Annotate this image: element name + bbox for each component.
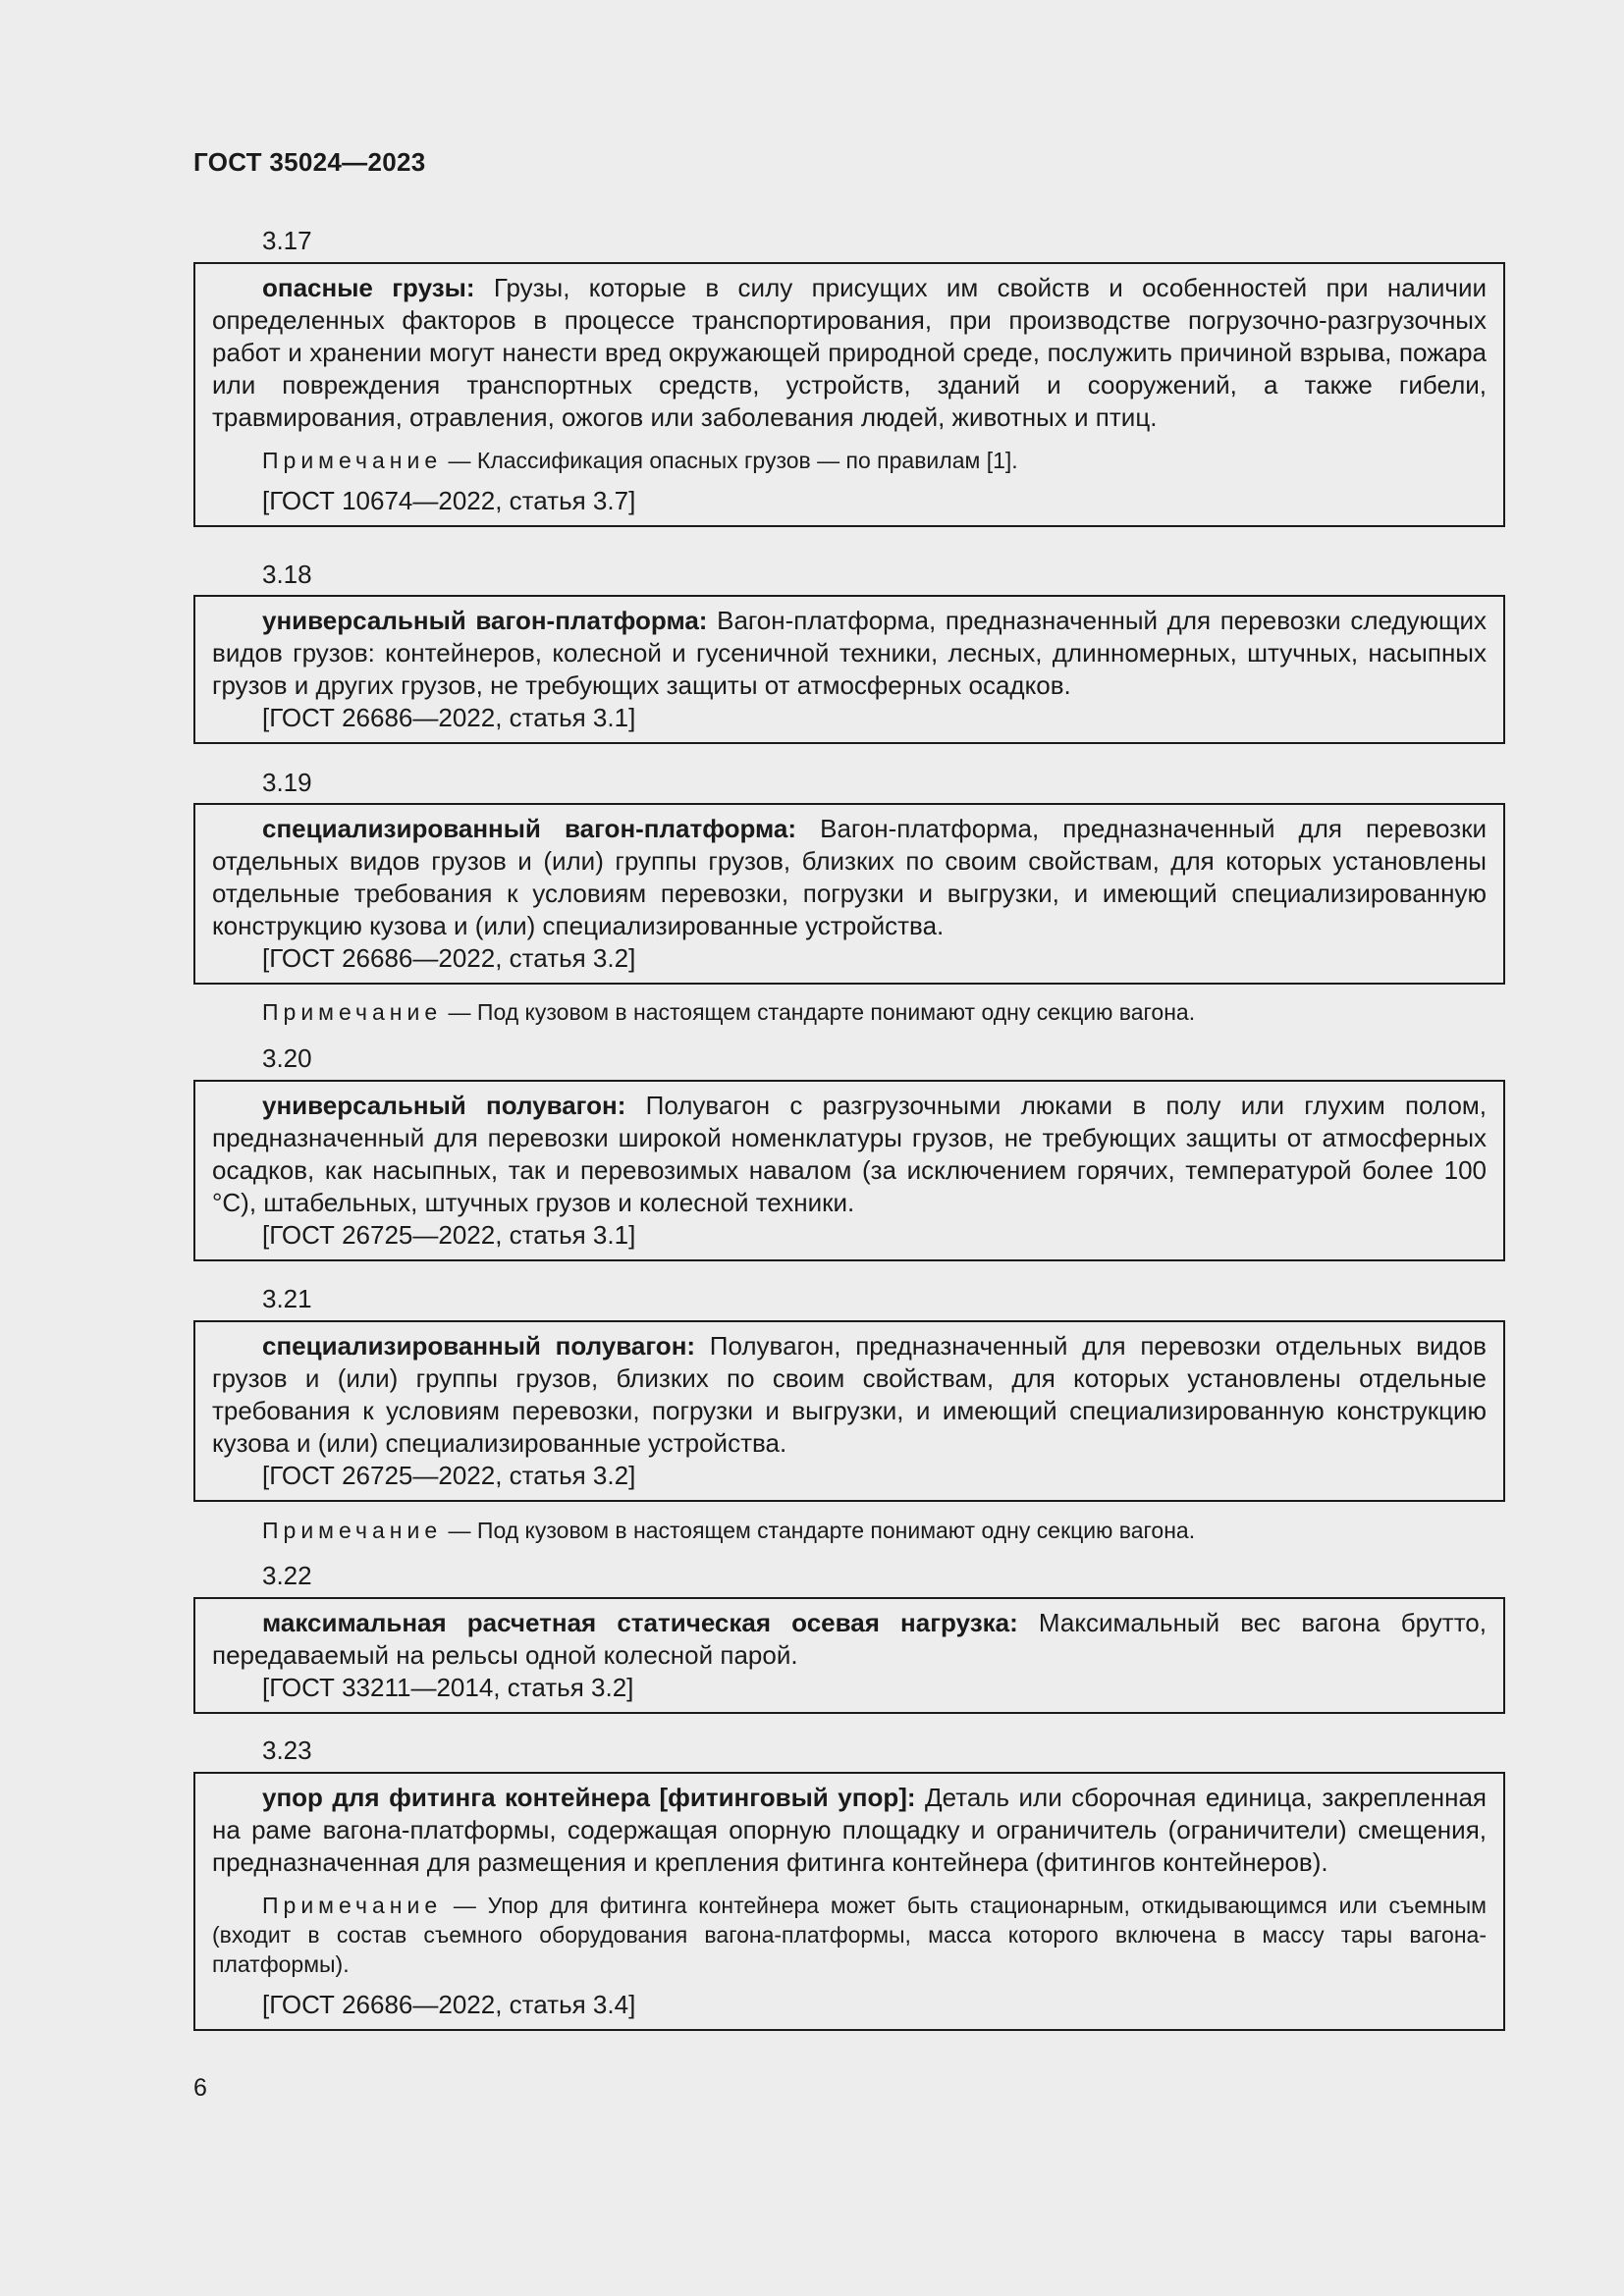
- definition-text: Полувагон с разгрузочными люками в полу или глухим полом, предназначенный для перевозки широкой номенклатуры грузов, не требующих защиты от атмосферных осадков, как насыпных, так и перевозимых навалом (за исключением горячих, температурой более 100 °С), штабельных, штучных грузов и колесной техники.: [212, 1091, 1487, 1217]
- term: специализированный вагон-платформа:: [262, 814, 797, 843]
- note-text: — Упор для фитинга контейнера может быть стационарным, откидывающимся или съемным (входит в состав съемного оборудования вагона-платформы, масса которого включена в массу тары вагона-платформы).: [212, 1893, 1487, 1977]
- definition-box: [193, 595, 1505, 744]
- source-reference: [ГОСТ 26686—2022, статья 3.1]: [262, 703, 636, 732]
- definition-box: [193, 262, 1505, 527]
- source-reference: [ГОСТ 10674—2022, статья 3.7]: [262, 486, 636, 515]
- page-number: 6: [193, 2074, 207, 2102]
- definition-paragraph: [212, 1782, 1487, 1879]
- entry-number: 3.20: [262, 1043, 312, 1073]
- definition-paragraph: [212, 1607, 1487, 1672]
- entry-number: 3.22: [262, 1561, 312, 1590]
- definition-paragraph: [212, 272, 1487, 434]
- note-label: Примечание: [262, 999, 443, 1025]
- definition-text: Деталь или сборочная единица, закрепленная на раме вагона-платформы, содержащая опорную площадку и ограничитель (ограничители) смещения, предназначенная для размещения и крепления фитинга контейнера (фитингов контейнеров).: [212, 1783, 1487, 1877]
- definition-text: Вагон-платформа, предназначенный для перевозки следующих видов грузов: контейнеров, колесной и гусеничной техники, лесных, длинномерных, штучных, насыпных грузов и других грузов, не требующих защиты от атмосферных осадков.: [212, 606, 1487, 700]
- note: [262, 997, 1195, 1027]
- note-label: Примечание: [262, 1893, 443, 1918]
- entry-number: 3.21: [262, 1284, 312, 1313]
- note-label: Примечание: [262, 448, 443, 473]
- definition-text: Максимальный вес вагона брутто, передаваемый на рельсы одной колесной парой.: [212, 1608, 1487, 1670]
- source-reference: [ГОСТ 26686—2022, статья 3.4]: [262, 1990, 636, 2019]
- source-reference: [ГОСТ 26725—2022, статья 3.2]: [262, 1461, 636, 1490]
- note-label: Примечание: [262, 1518, 443, 1543]
- definition-box: [193, 803, 1505, 985]
- entry-number: 3.17: [262, 226, 312, 255]
- term: упор для фитинга контейнера [фитинговый упор]:: [262, 1783, 916, 1812]
- entry-number: 3.18: [262, 560, 312, 589]
- term: опасные грузы:: [262, 273, 475, 302]
- definition-box: [193, 1080, 1505, 1261]
- definition-box: [193, 1772, 1505, 2031]
- definition-text: Полувагон, предназначенный для перевозки отдельных видов грузов и (или) группы грузов, близких по своим свойствам, для которых установлены отдельные требования к условиям перевозки, погрузки и выгрузки, и имеющий специализированную конструкцию кузова и (или) специализированные устройства.: [212, 1331, 1487, 1458]
- entry-number: 3.23: [262, 1735, 312, 1765]
- term: специализированный полувагон:: [262, 1331, 696, 1361]
- definition-paragraph: [212, 605, 1487, 702]
- note: [212, 446, 1487, 475]
- source-reference: [ГОСТ 26686—2022, статья 3.2]: [262, 943, 636, 973]
- note-text: — Под кузовом в настоящем стандарте понимают одну секцию вагона.: [442, 999, 1196, 1025]
- definition-text: Грузы, которые в силу присущих им свойств и особенностей при наличии определенных факторов в процессе транспортирования, при производстве погрузочно-разгрузочных работ и хранении могут нанести вред окружающей природной среде, послужить причиной взрыва, пожара или повреждения транспортных средств, устройств, зданий и сооружений, а также гибели, травмирования, отравления, ожогов или заболевания людей, животных и птиц.: [212, 273, 1487, 432]
- definition-paragraph: [212, 813, 1487, 942]
- definition-text: Вагон-платформа, предназначенный для перевозки отдельных видов грузов и (или) группы грузов, близких по своим свойствам, для которых установлены отдельные требования к условиям перевозки, погрузки и выгрузки, и имеющий специализированную конструкцию кузова и (или) специализированные устройства.: [212, 814, 1487, 940]
- definition-box: [193, 1320, 1505, 1502]
- note: [212, 1891, 1487, 1979]
- source-reference: [ГОСТ 26725—2022, статья 3.1]: [262, 1220, 636, 1250]
- source-reference: [ГОСТ 33211—2014, статья 3.2]: [262, 1673, 634, 1702]
- term: максимальная расчетная статическая осевая нагрузка:: [262, 1608, 1018, 1637]
- note-text: — Классификация опасных грузов — по правилам [1].: [442, 448, 1018, 473]
- term: универсальный вагон-платформа:: [262, 606, 708, 635]
- definition-box: [193, 1597, 1505, 1714]
- definition-paragraph: [212, 1330, 1487, 1460]
- document-header: ГОСТ 35024—2023: [193, 147, 426, 177]
- note: [262, 1516, 1195, 1545]
- term: универсальный полувагон:: [262, 1091, 626, 1120]
- note-text: — Под кузовом в настоящем стандарте понимают одну секцию вагона.: [442, 1518, 1196, 1543]
- entry-number: 3.19: [262, 768, 312, 797]
- definition-paragraph: [212, 1090, 1487, 1219]
